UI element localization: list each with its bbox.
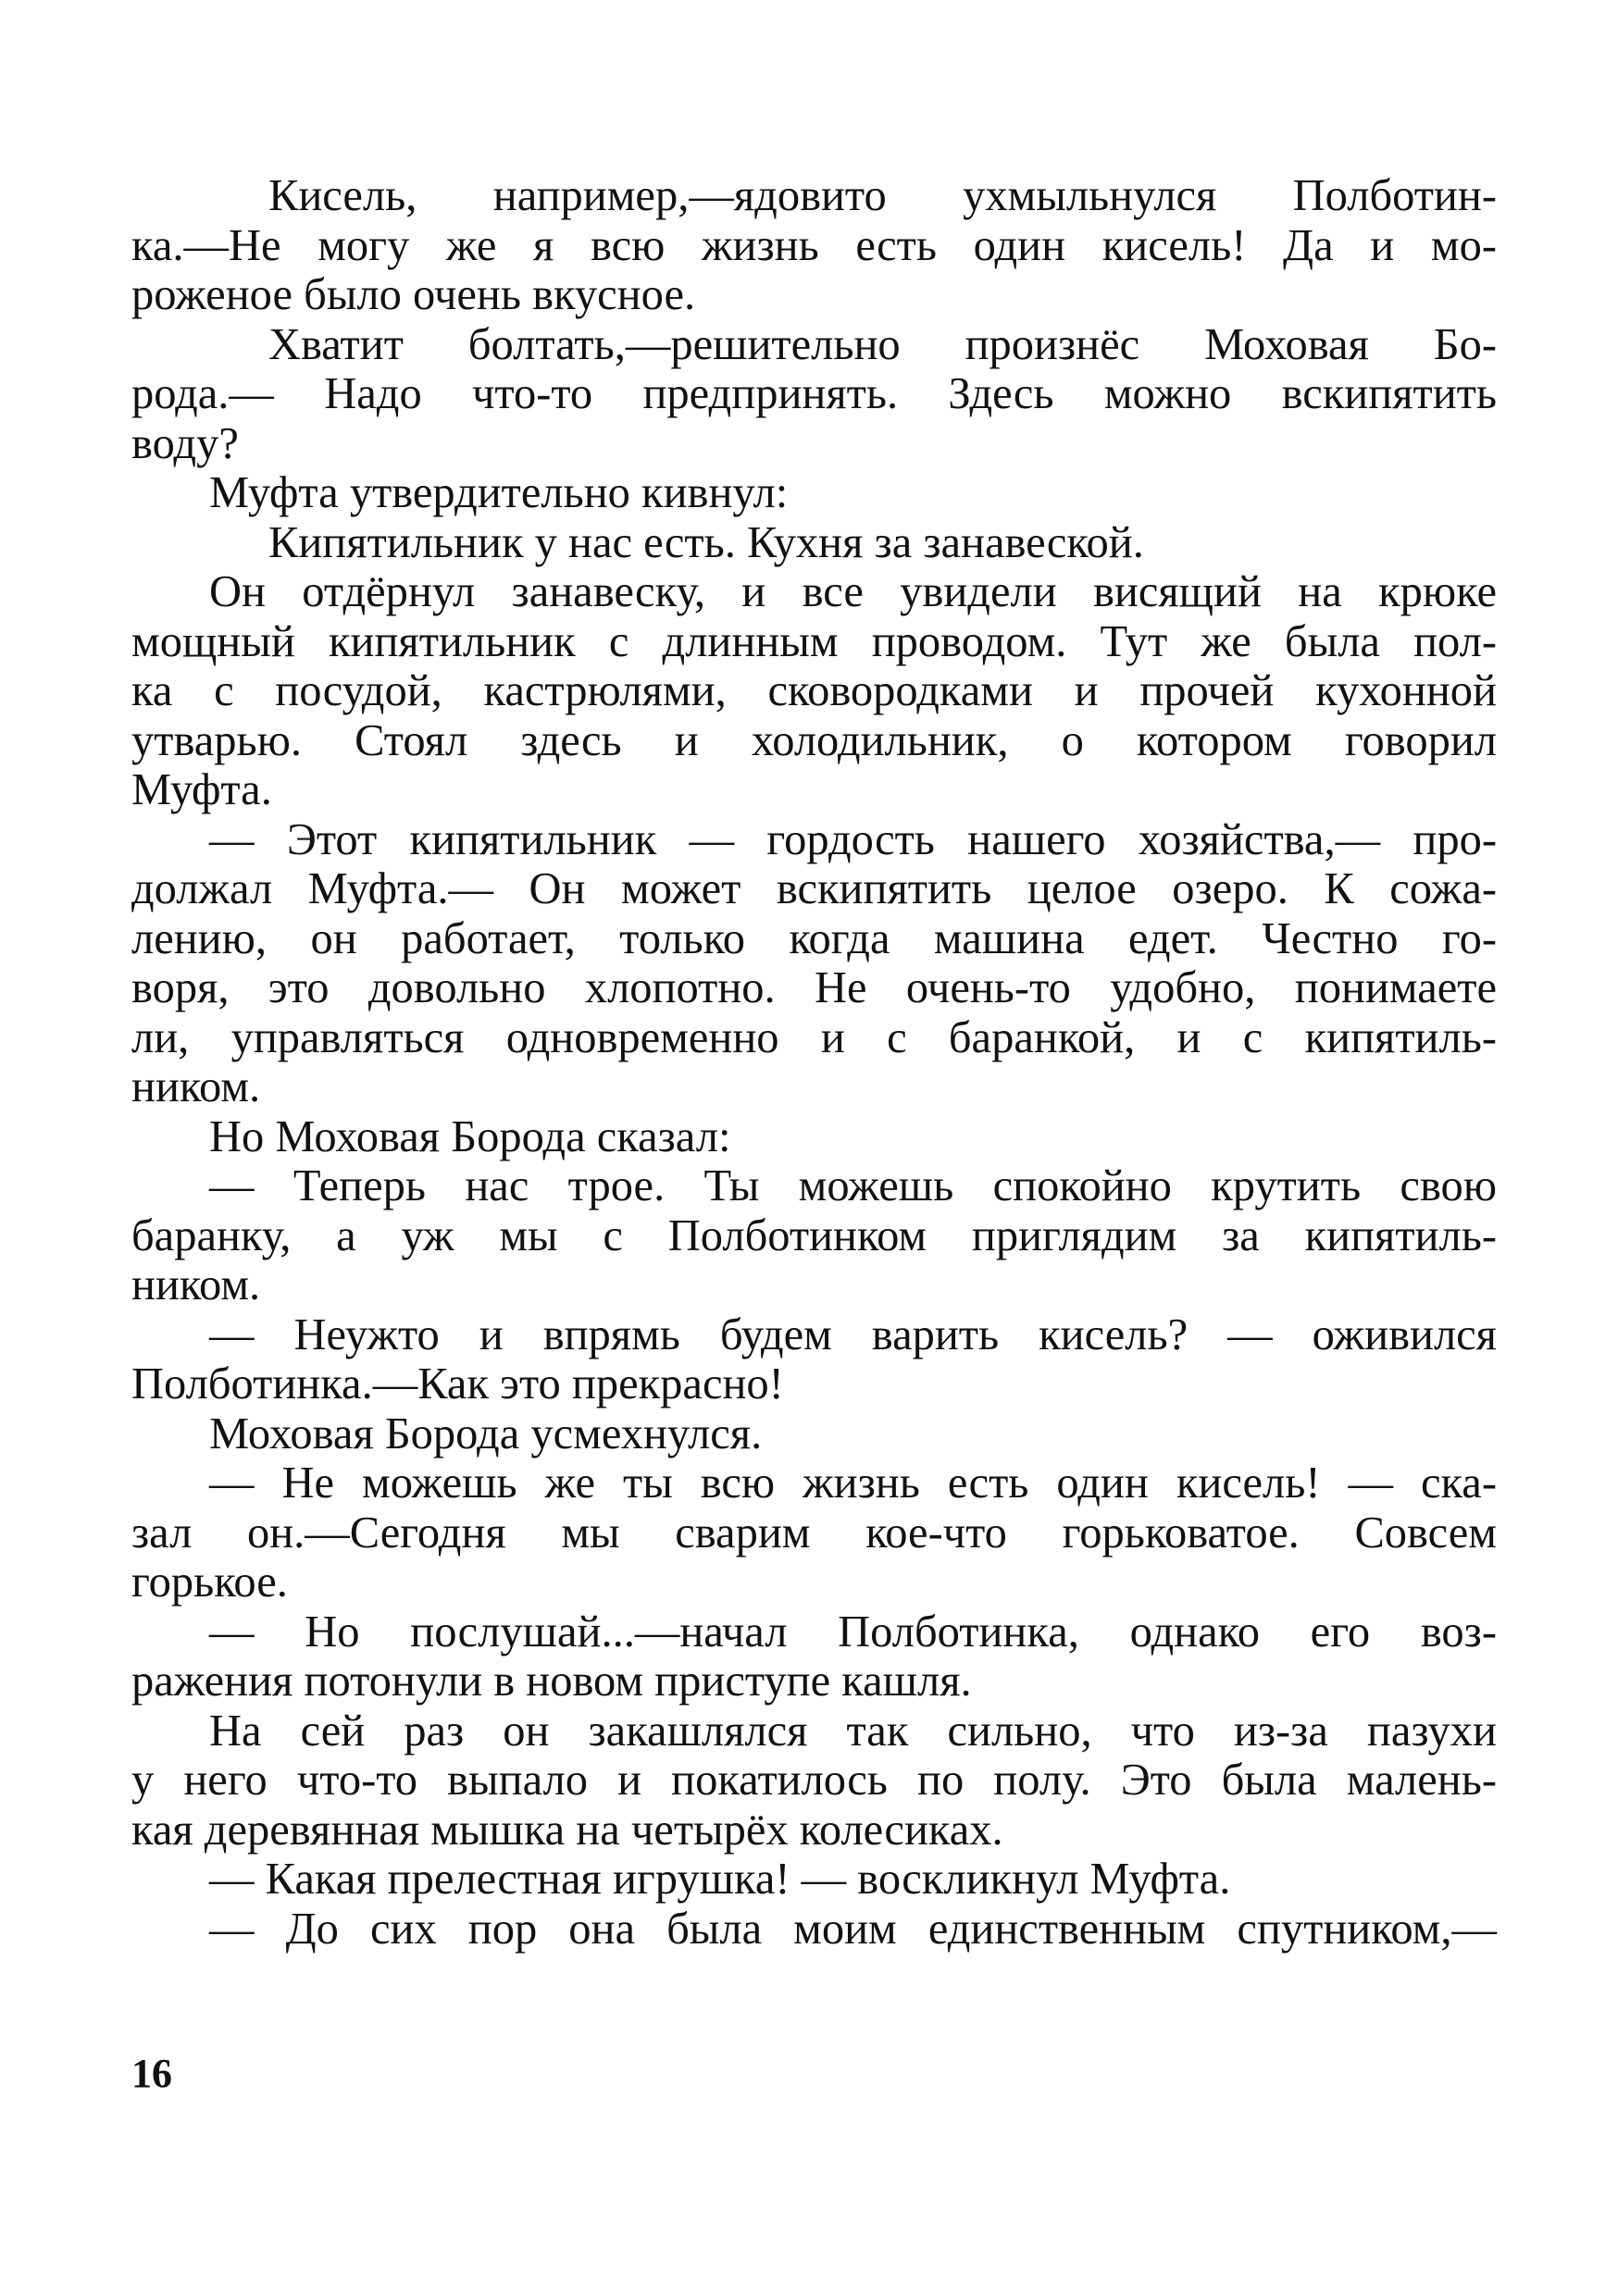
text-line: Хватит болтать,—решительно произнёс Моховая Бо- [268, 319, 1497, 369]
text-line: — Неужто и впрямь будем варить кисель? — оживился [209, 1309, 1497, 1359]
text-line: баранку, а уж мы с Полботинком приглядим за кипятиль- [131, 1210, 1497, 1260]
text-line: Кисель, например,—ядовито ухмыльнулся Полботин- [268, 171, 1497, 220]
text-line: зал он.—Сегодня мы сварим кое-что горьковатое. Совсем [131, 1508, 1497, 1558]
text-line: горькое. [131, 1558, 288, 1607]
text-line: Моховая Борода усмехнулся. [209, 1409, 763, 1458]
text-line: Муфта. [131, 765, 272, 814]
text-line: — Теперь нас трое. Ты можешь спокойно крутить свою [209, 1161, 1497, 1210]
text-line: Он отдёрнул занавеску, и все увидели висящий на крюке [209, 567, 1497, 616]
text-line: Полботинка.—Как это прекрасно! [131, 1359, 784, 1409]
page-number: 16 [131, 2051, 172, 2096]
text-line: На сей раз он закашлялся так сильно, что из-за пазухи [209, 1706, 1497, 1756]
text-line: ка с посудой, кастрюлями, сковородками и прочей кухонной [131, 666, 1497, 715]
text-line: должал Муфта.— Он может вскипятить целое озеро. К сожа- [131, 864, 1497, 913]
text-line: ником. [131, 1260, 261, 1309]
text-line: ником. [131, 1062, 261, 1111]
text-line: Но Моховая Борода сказал: [209, 1111, 731, 1161]
text-line: — Этот кипятильник — гордость нашего хозяйства,— про- [209, 814, 1497, 864]
text-line: мощный кипятильник с длинным проводом. Тут же была пол- [131, 616, 1497, 666]
text-line: рода.— Надо что-то предпринять. Здесь можно вскипятить [131, 369, 1497, 418]
text-line: ка.—Не могу же я всю жизнь есть один кисель! Да и мо- [131, 220, 1497, 270]
text-line: утварью. Стоял здесь и холодильник, о котором говорил [131, 715, 1497, 765]
text-line: лению, он работает, только когда машина едет. Честно го- [131, 913, 1497, 963]
text-line: — До сих пор она была моим единственным спутником,— [209, 1904, 1497, 1954]
text-line: Муфта утвердительно кивнул: [209, 468, 789, 517]
text-line: воду? [131, 418, 239, 468]
text-line: роженое было очень вкусное. [131, 270, 696, 319]
text-line: — Какая прелестная игрушка! — воскликнул Муфта. [209, 1855, 1231, 1904]
text-line: ли, управляться одновременно и с баранкой, и с кипятиль- [131, 1012, 1497, 1062]
text-line: — Не можешь же ты всю жизнь есть один кисель! — ска- [209, 1458, 1497, 1508]
text-line: у него что-то выпало и покатилось по полу. Это была малень- [131, 1756, 1497, 1805]
text-line: — Но послушай...—начал Полботинка, однако его воз- [209, 1607, 1497, 1657]
body-text [131, 171, 1497, 1954]
text-line: ражения потонули в новом приступе кашля. [131, 1657, 972, 1706]
text-line: воря, это довольно хлопотно. Не очень-то удобно, понимаете [131, 963, 1497, 1012]
text-line: кая деревянная мышка на четырёх колесиках. [131, 1805, 1003, 1855]
text-line: Кипятильник у нас есть. Кухня за занавеской. [268, 517, 1144, 567]
